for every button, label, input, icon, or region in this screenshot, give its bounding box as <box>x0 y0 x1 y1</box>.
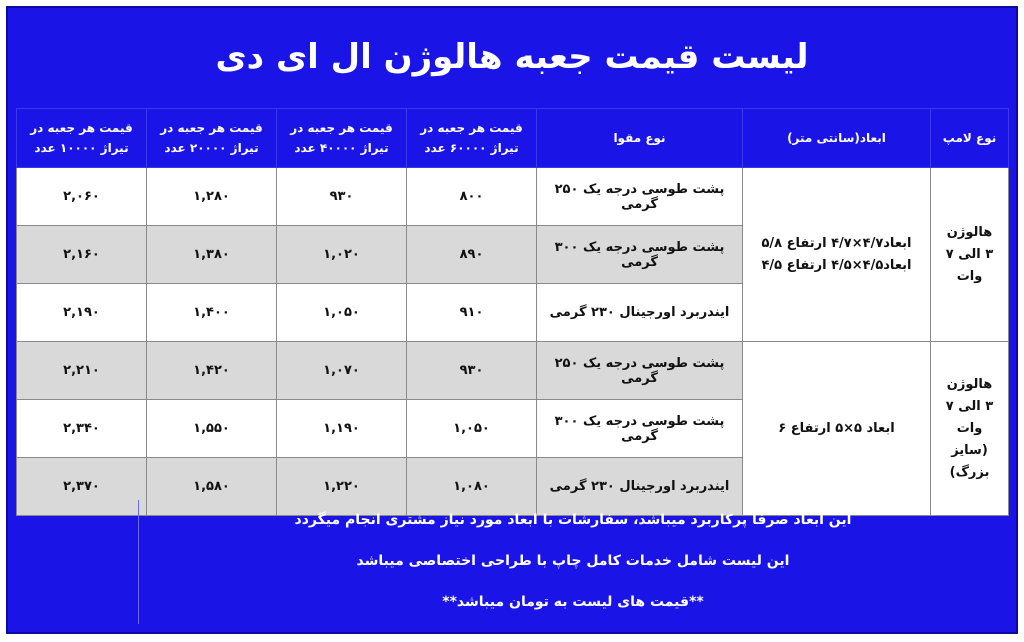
page-title: لیست قیمت جعبه هالوژن ال ای دی <box>215 37 809 77</box>
table-row <box>17 342 1009 400</box>
header-lamp-type: نوع لامپ <box>931 109 1009 168</box>
header-board-type: نوع مقوا <box>537 109 743 168</box>
board-type-cell: پشت طوسی درجه یک ۲۵۰ گرمی <box>537 342 743 400</box>
price-cell-60000: ۸۹۰ <box>407 226 537 284</box>
header-row <box>17 109 1009 168</box>
board-type-cell: ایندربرد اورجینال ۲۳۰ گرمی <box>537 284 743 342</box>
price-table <box>16 108 1009 516</box>
header-dimensions: ابعاد(سانتی متر) <box>743 109 931 168</box>
price-cell-10000: ۲,۲۱۰ <box>17 342 147 400</box>
price-cell-20000: ۱,۳۸۰ <box>147 226 277 284</box>
header-price-10000: قیمت هر جعبه در تیراژ ۱۰۰۰۰ عدد <box>17 109 147 168</box>
price-cell-20000: ۱,۴۰۰ <box>147 284 277 342</box>
price-cell-60000: ۱,۰۵۰ <box>407 400 537 458</box>
board-type-cell: پشت طوسی درجه یک ۳۰۰ گرمی <box>537 400 743 458</box>
footer-blank-area <box>0 500 138 624</box>
price-cell-40000: ۱,۰۵۰ <box>277 284 407 342</box>
price-cell-60000: ۹۳۰ <box>407 342 537 400</box>
price-cell-60000: ۸۰۰ <box>407 168 537 226</box>
title-bar <box>8 8 1016 106</box>
lamp-type-cell: هالوژن ۳ الی ۷ وات <box>931 168 1009 342</box>
price-cell-40000: ۱,۰۷۰ <box>277 342 407 400</box>
price-cell-20000: ۱,۲۸۰ <box>147 168 277 226</box>
header-price-60000: قیمت هر جعبه در تیراژ ۶۰۰۰۰ عدد <box>407 109 537 168</box>
header-price-20000: قیمت هر جعبه در تیراژ ۲۰۰۰۰ عدد <box>147 109 277 168</box>
price-cell-20000: ۱,۵۸۰ <box>147 458 277 516</box>
dimensions-cell: ابعاد ۵×۵ ارتفاع ۶ <box>743 342 931 516</box>
price-cell-40000: ۱,۰۲۰ <box>277 226 407 284</box>
lamp-type-cell: هالوژن ۳ الی ۷ وات (سایز بزرگ) <box>931 342 1009 516</box>
price-cell-20000: ۱,۵۵۰ <box>147 400 277 458</box>
notes-footer <box>138 500 1007 624</box>
price-cell-40000: ۹۳۰ <box>277 168 407 226</box>
price-cell-20000: ۱,۴۲۰ <box>147 342 277 400</box>
price-cell-10000: ۲,۳۴۰ <box>17 400 147 458</box>
note-line: **قیمت های لیست به تومان میباشد** <box>442 594 704 610</box>
price-cell-40000: ۱,۱۹۰ <box>277 400 407 458</box>
board-type-cell: پشت طوسی درجه یک ۳۰۰ گرمی <box>537 226 743 284</box>
price-cell-10000: ۲,۳۷۰ <box>17 458 147 516</box>
dimensions-cell: ابعاد۴/۷×۴/۷ ارتفاع ۵/۸ ابعاد۴/۵×۴/۵ ارتفاع ۴/۵ <box>743 168 931 342</box>
price-cell-40000: ۱,۲۲۰ <box>277 458 407 516</box>
table-row <box>17 168 1009 226</box>
price-cell-60000: ۹۱۰ <box>407 284 537 342</box>
note-line: این ابعاد صرفا پرکاربرد میباشد، سفارشات با ابعاد مورد نیاز مشتری انجام میگردد <box>294 512 852 528</box>
price-cell-60000: ۱,۰۸۰ <box>407 458 537 516</box>
board-type-cell: پشت طوسی درجه یک ۲۵۰ گرمی <box>537 168 743 226</box>
price-cell-10000: ۲,۰۶۰ <box>17 168 147 226</box>
header-price-40000: قیمت هر جعبه در تیراژ ۴۰۰۰۰ عدد <box>277 109 407 168</box>
price-cell-10000: ۲,۱۶۰ <box>17 226 147 284</box>
board-type-cell: ایندربرد اورجینال ۲۳۰ گرمی <box>537 458 743 516</box>
note-line: این لیست شامل خدمات کامل چاپ با طراحی اختصاصی میباشد <box>356 553 790 569</box>
price-cell-10000: ۲,۱۹۰ <box>17 284 147 342</box>
